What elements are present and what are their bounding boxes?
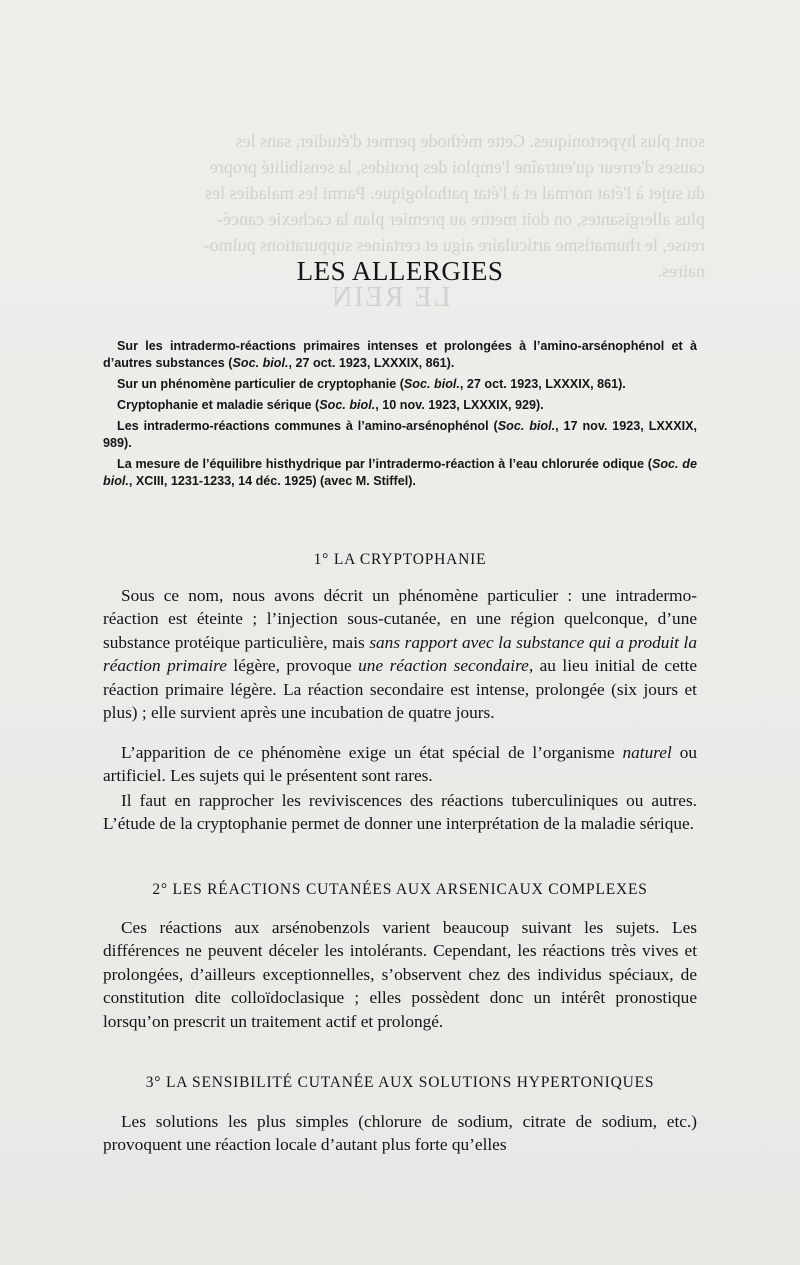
paragraph: Il faut en rapprocher les reviviscences des réactions tuberculiniques ou autres. L’étude de la cryptophanie permet de donner une interprétation de la maladie sérique. [103, 791, 697, 834]
show-through-line: sont plus hypertoniques. Cette méthode permet d'étudier, sans les [235, 131, 705, 151]
paragraph: Les solutions les plus simples (chlorure de sodium, citrate de sodium, etc.) provoquent une réaction locale d’autant plus forte qu’elles [103, 1112, 697, 1155]
show-through-title: LE REIN [330, 282, 451, 313]
show-through-line: plus allergisantes, on doit mettre au premier plan la cachexie cancé- [217, 209, 705, 229]
section-heading-cryptophanie: 1° LA CRYPTOPHANIE [313, 551, 487, 568]
reference-item: Cryptophanie et maladie sérique (Soc. biol., 10 nov. 1923, LXXXIX, 929). [117, 398, 544, 412]
section-heading-hypertoniques: 3° LA SENSIBILITÉ CUTANÉE AUX SOLUTIONS HYPERTONIQUES [145, 1074, 655, 1091]
page-title: LES ALLERGIES [296, 256, 504, 286]
reference-item: Sur les intradermo-réactions primaires intenses et prolongées à l’amino-arsénophénol et à d’autres substances (Soc. biol., 27 oct. 1923, LXXXIX, 861). [103, 339, 697, 370]
paragraph: L’apparition de ce phénomène exige un état spécial de l’organisme naturel ou artificiel. Les sujets qui le présentent sont rares. [103, 743, 697, 786]
show-through-line: reuse, le rhumatisme articulaire aigu et certaines suppurations pulmo- [203, 235, 705, 255]
paragraph: Sous ce nom, nous avons décrit un phénomène particulier : une intradermo-réaction est éteinte ; l’injection sous-cutanée, en une région quelconque, d’une substance protéique particulière, mais sans rapport avec la substance qui a produit la réaction primaire légère, provoque une réaction secondaire, au lieu initial de cette réaction primaire légère. La réaction secondaire est intense, prolongée (six jours et plus) ; elle survient après une incubation de quatre jours. [103, 586, 698, 723]
reference-list [103, 338, 697, 494]
reference-item: Les intradermo-réactions communes à l’amino-arsénophénol (Soc. biol., 17 nov. 1923, LXXXIX, 989). [103, 419, 698, 450]
reference-item: Sur un phénomène particulier de cryptophanie (Soc. biol., 27 oct. 1923, LXXXIX, 861). [117, 377, 626, 391]
show-through-line: du sujet à l'état normal et à l'état pathologique. Parmi les maladies les [205, 183, 705, 203]
show-through-line: causes d'erreur qu'entraîne l'emploi des protides, la sensibilité propre [209, 157, 705, 177]
section-heading-arsenicaux: 2° LES RÉACTIONS CUTANÉES AUX ARSENICAUX COMPLEXES [152, 881, 648, 898]
show-through-line: naires. [657, 261, 705, 281]
reference-item: La mesure de l’équilibre histhydrique par l’intradermo-réaction à l’eau chlorurée odique (Soc. de biol., XCIII, 1231-1233, 14 déc. 1925) (avec M. Stiffel). [103, 457, 698, 488]
paragraph: Ces réactions aux arsénobenzols varient beaucoup suivant les sujets. Les différences ne peuvent déceler les intolérants. Cependant, les réactions très vives et prolongées, d’ailleurs exceptionnelles, s’observent chez des individus spéciaux, de constitution dite colloïdoclasique ; elles possèdent donc un intérêt pronostique lorsqu’on prescrit un traitement actif et prolongé. [103, 918, 697, 1031]
